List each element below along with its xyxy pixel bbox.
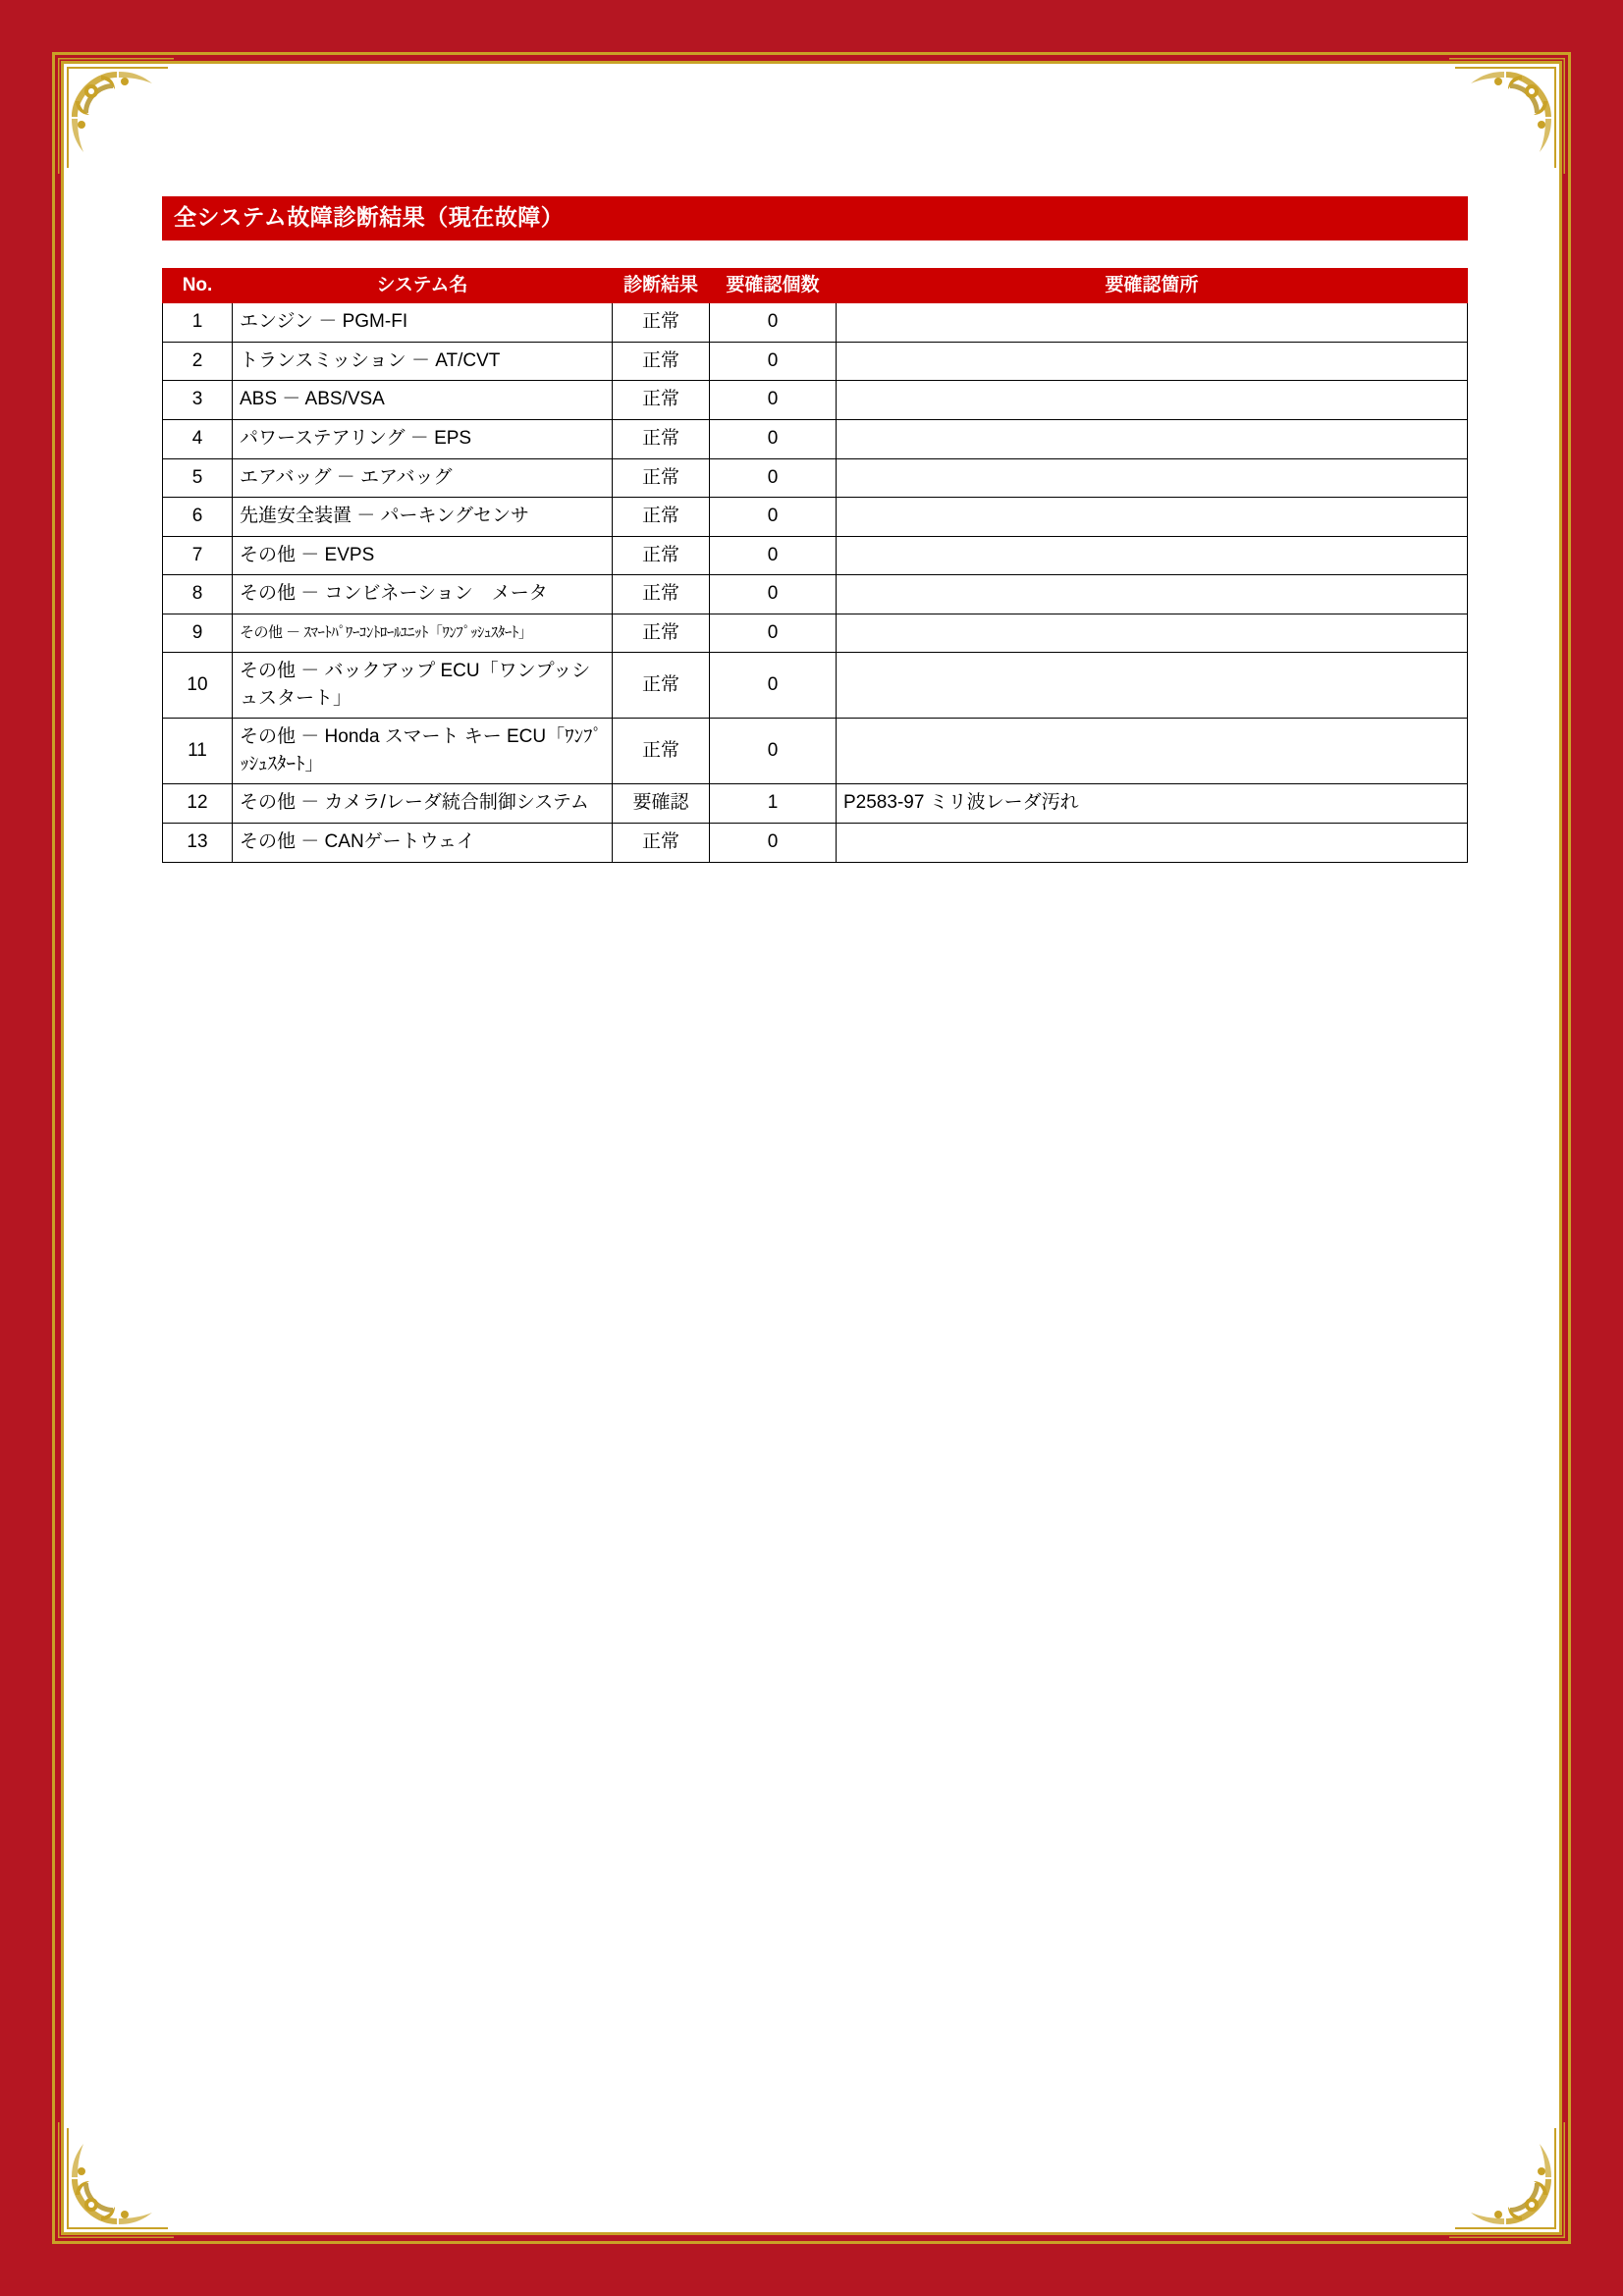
cell-result: 正常	[613, 419, 710, 458]
table-row	[163, 719, 1468, 784]
cell-count: 0	[710, 303, 837, 343]
column-header-location: 要確認箇所	[837, 268, 1468, 303]
cell-location	[837, 381, 1468, 420]
ornament-corner-top-right-icon	[1447, 58, 1565, 176]
cell-no: 6	[163, 498, 233, 537]
table-row	[163, 824, 1468, 863]
cell-location	[837, 419, 1468, 458]
table-row	[163, 614, 1468, 653]
cell-system: パワーステアリング － EPS	[233, 419, 613, 458]
table-row	[163, 536, 1468, 575]
cell-result: 正常	[613, 536, 710, 575]
cell-no: 11	[163, 719, 233, 784]
cell-system: トランスミッション － AT/CVT	[233, 342, 613, 381]
cell-result: 正常	[613, 575, 710, 614]
cell-location	[837, 498, 1468, 537]
cell-location: P2583-97 ミリ波レーダ汚れ	[837, 784, 1468, 824]
ornament-corner-bottom-right-icon	[1447, 2120, 1565, 2238]
cell-count: 0	[710, 536, 837, 575]
column-header-no: No.	[163, 268, 233, 303]
cell-system: エアバッグ － エアバッグ	[233, 458, 613, 498]
cell-result: 正常	[613, 458, 710, 498]
document-content	[162, 196, 1468, 863]
cell-count: 0	[710, 342, 837, 381]
cell-location	[837, 824, 1468, 863]
cell-count: 0	[710, 458, 837, 498]
cell-system: その他 － バックアップ ECU「ワンプッシュスタート」	[233, 653, 613, 719]
cell-system: その他 － カメラ/レーダ統合制御システム	[233, 784, 613, 824]
cell-result: 正常	[613, 303, 710, 343]
cell-result: 正常	[613, 653, 710, 719]
cell-count: 0	[710, 381, 837, 420]
table-header-row	[163, 268, 1468, 303]
cell-result: 正常	[613, 342, 710, 381]
cell-location	[837, 458, 1468, 498]
column-header-system: システム名	[233, 268, 613, 303]
cell-system: エンジン － PGM-FI	[233, 303, 613, 343]
cell-location	[837, 575, 1468, 614]
table-row	[163, 381, 1468, 420]
cell-result: 正常	[613, 381, 710, 420]
cell-count: 0	[710, 575, 837, 614]
cell-no: 12	[163, 784, 233, 824]
table-row	[163, 653, 1468, 719]
cell-location	[837, 653, 1468, 719]
cell-system: その他 － ｽﾏｰﾄﾊﾟﾜｰｺﾝﾄﾛｰﾙﾕﾆｯﾄ「ﾜﾝﾌﾟｯｼｭｽﾀｰﾄ」	[233, 614, 613, 653]
page-inner	[64, 64, 1559, 2232]
cell-no: 1	[163, 303, 233, 343]
cell-location	[837, 342, 1468, 381]
cell-system: 先進安全装置 － パーキングセンサ	[233, 498, 613, 537]
cell-no: 5	[163, 458, 233, 498]
cell-count: 0	[710, 614, 837, 653]
cell-no: 3	[163, 381, 233, 420]
cell-location	[837, 719, 1468, 784]
cell-count: 0	[710, 824, 837, 863]
cell-count: 1	[710, 784, 837, 824]
column-header-count: 要確認個数	[710, 268, 837, 303]
table-body	[163, 303, 1468, 862]
cell-system: その他 － CANゲートウェイ	[233, 824, 613, 863]
cell-result: 正常	[613, 498, 710, 537]
cell-no: 8	[163, 575, 233, 614]
table-row	[163, 575, 1468, 614]
cell-count: 0	[710, 719, 837, 784]
cell-system: その他 － コンビネーション メータ	[233, 575, 613, 614]
cell-location	[837, 303, 1468, 343]
cell-no: 4	[163, 419, 233, 458]
cell-count: 0	[710, 498, 837, 537]
table-row	[163, 303, 1468, 343]
diagnostic-result-table	[162, 268, 1468, 863]
cell-system: ABS － ABS/VSA	[233, 381, 613, 420]
table-row	[163, 342, 1468, 381]
cell-no: 10	[163, 653, 233, 719]
page-frame	[61, 61, 1562, 2235]
column-header-result: 診断結果	[613, 268, 710, 303]
table-row	[163, 498, 1468, 537]
cell-location	[837, 536, 1468, 575]
table-row	[163, 458, 1468, 498]
cell-result: 正常	[613, 614, 710, 653]
cell-no: 2	[163, 342, 233, 381]
cell-no: 7	[163, 536, 233, 575]
table-row	[163, 784, 1468, 824]
cell-result: 正常	[613, 719, 710, 784]
ornament-corner-bottom-left-icon	[58, 2120, 176, 2238]
cell-no: 9	[163, 614, 233, 653]
page-title: 全システム故障診断結果（現在故障）	[162, 196, 1468, 240]
cell-result: 正常	[613, 824, 710, 863]
cell-result: 要確認	[613, 784, 710, 824]
cell-count: 0	[710, 419, 837, 458]
table-row	[163, 419, 1468, 458]
ornament-corner-top-left-icon	[58, 58, 176, 176]
cell-system: その他 － EVPS	[233, 536, 613, 575]
cell-no: 13	[163, 824, 233, 863]
cell-count: 0	[710, 653, 837, 719]
cell-location	[837, 614, 1468, 653]
cell-system: その他 － Honda スマート キー ECU「ﾜﾝﾌﾟｯｼｭｽﾀｰﾄ」	[233, 719, 613, 784]
